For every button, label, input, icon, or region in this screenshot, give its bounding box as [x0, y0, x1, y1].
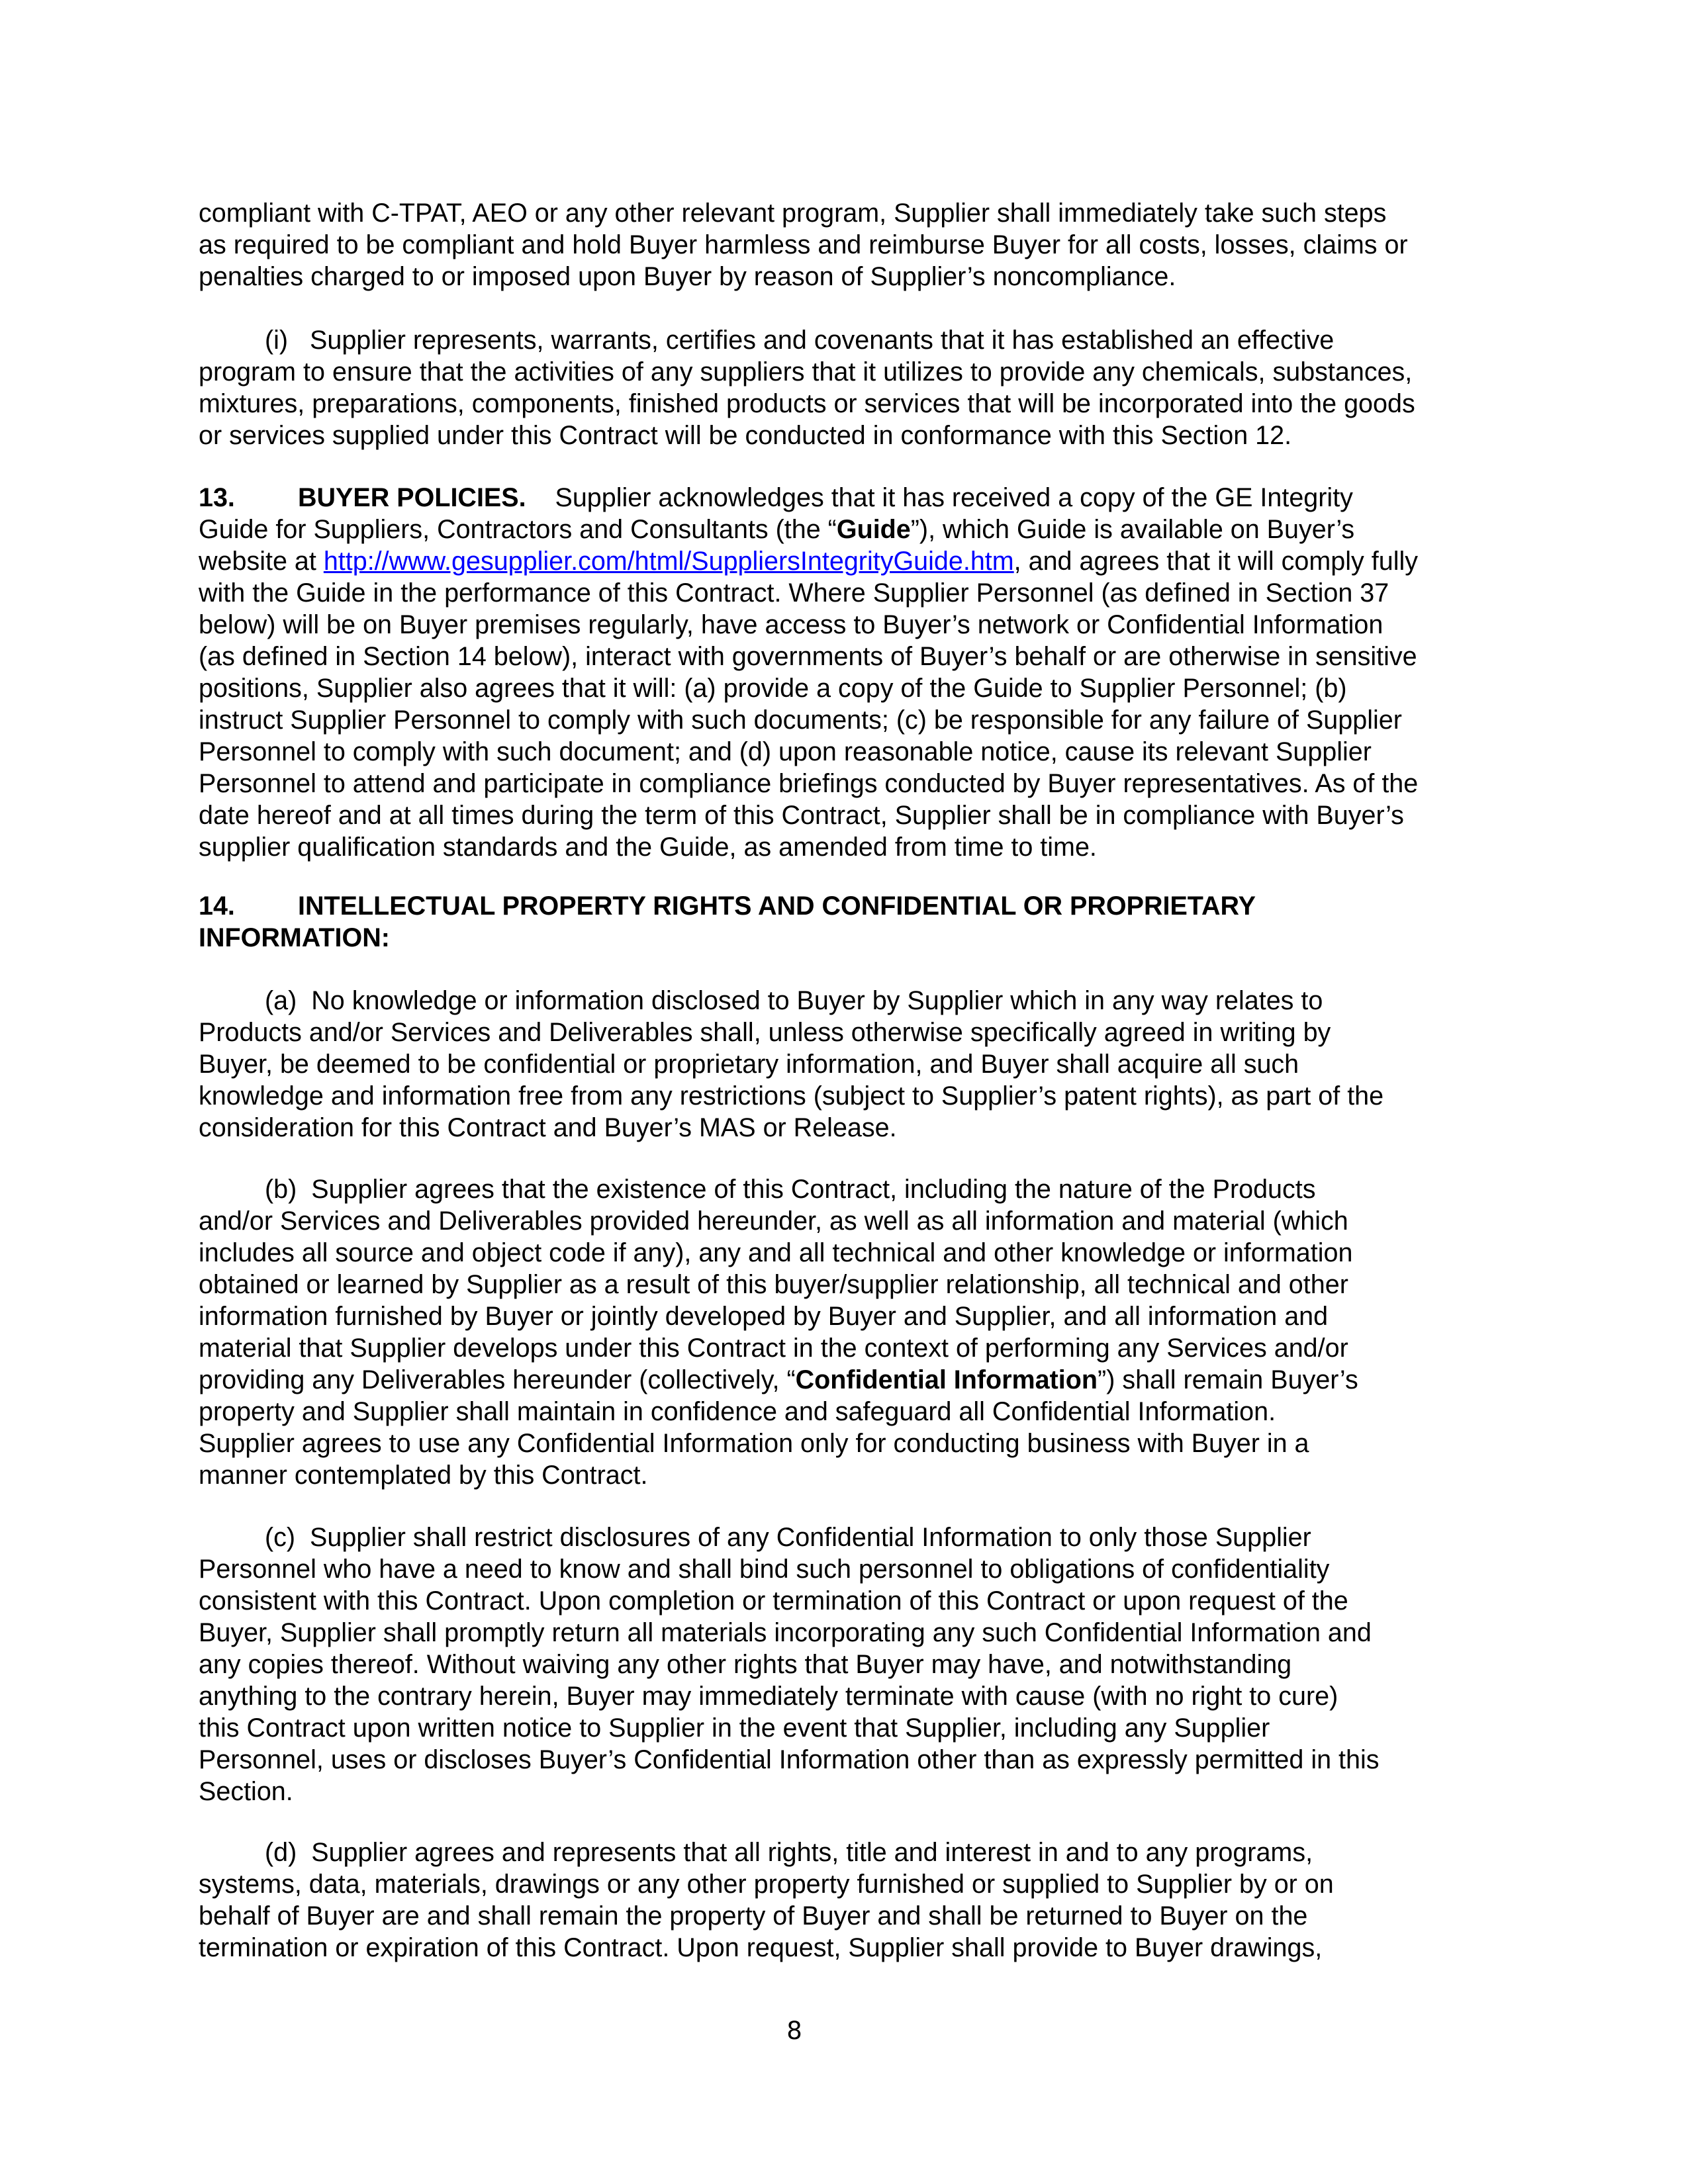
paragraph-b: [199, 1173, 1509, 1491]
text-line: date hereof and at all times during the term of this Contract, Supplier shall be in compliance with Buyer’s: [199, 801, 1404, 830]
text-segment: ”), which Guide is available on Buyer’s: [910, 515, 1355, 544]
text-segment: Guide for Suppliers, Contractors and Consultants (the “: [199, 515, 837, 544]
defined-term-guide: Guide: [836, 515, 911, 544]
text-line: termination or expiration of this Contract. Upon request, Supplier shall provide to Buyer drawings,: [199, 1933, 1323, 1962]
text-line: with the Guide in the performance of this Contract. Where Supplier Personnel (as defined in Section 37: [199, 578, 1389, 608]
text-line: material that Supplier develops under this Contract in the context of performing any Services and/or: [199, 1334, 1348, 1363]
text-line: Personnel to attend and participate in compliance briefings conducted by Buyer representatives. As of the: [199, 769, 1419, 798]
text-line: (a) No knowledge or information disclosed to Buyer by Supplier which in any way relates to: [265, 986, 1323, 1015]
section-13: [199, 482, 1509, 863]
text-line: and/or Services and Deliverables provided hereunder, as well as all information and material (which: [199, 1206, 1348, 1236]
text-line: Section.: [199, 1777, 293, 1806]
text-line: obtained or learned by Supplier as a result of this buyer/supplier relationship, all technical and other: [199, 1270, 1348, 1299]
text-line: anything to the contrary herein, Buyer may immediately terminate with cause (with no right to cure): [199, 1682, 1338, 1711]
page-number: 8: [786, 2017, 802, 2045]
text-segment: website at: [199, 547, 324, 576]
text-line: as required to be compliant and hold Buyer harmless and reimburse Buyer for all costs, losses, claims or: [199, 230, 1408, 259]
text-line: knowledge and information free from any restrictions (subject to Supplier’s patent rights), as part of the: [199, 1081, 1384, 1111]
paragraph-d: [199, 1837, 1509, 1964]
text-line: program to ensure that the activities of any suppliers that it utilizes to provide any chemicals, substances,: [199, 357, 1413, 387]
text-line: penalties charged to or imposed upon Buyer by reason of Supplier’s noncompliance.: [199, 262, 1176, 291]
text-line: supplier qualification standards and the Guide, as amended from time to time.: [199, 833, 1097, 862]
section-heading: BUYER POLICIES.: [298, 483, 526, 512]
text-line: instruct Supplier Personnel to comply with such documents; (c) be responsible for any failure of Supplier: [199, 705, 1402, 735]
text-line: compliant with C-TPAT, AEO or any other relevant program, Supplier shall immediately take such steps: [199, 199, 1387, 228]
text-line: information furnished by Buyer or jointly developed by Buyer and Supplier, and all information and: [199, 1302, 1329, 1331]
text-line: positions, Supplier also agrees that it will: (a) provide a copy of the Guide to Supplier Personnel; (b): [199, 674, 1347, 703]
text-line: any copies thereof. Without waiving any other rights that Buyer may have, and notwithstanding: [199, 1650, 1292, 1679]
paragraph-c: [199, 1522, 1509, 1807]
text-line: or services supplied under this Contract will be conducted in conformance with this Section 12.: [199, 421, 1292, 450]
defined-term-confidential-information: Confidential Information: [795, 1365, 1098, 1394]
paragraph-a: [199, 985, 1509, 1144]
text-line: Personnel who have a need to know and shall bind such personnel to obligations of confidentiality: [199, 1555, 1330, 1584]
text-line: (as defined in Section 14 below), interact with governments of Buyer’s behalf or are otherwise in sensitive: [199, 642, 1417, 671]
text-line: consideration for this Contract and Buyer’s MAS or Release.: [199, 1113, 897, 1142]
paragraph-i: [199, 324, 1509, 451]
text-line: property and Supplier shall maintain in confidence and safeguard all Confidential Information.: [199, 1397, 1276, 1426]
text-line: systems, data, materials, drawings or any other property furnished or supplied to Supplier by or on: [199, 1870, 1334, 1899]
section-14-heading: [199, 890, 1509, 954]
text-segment: providing any Deliverables hereunder (collectively, “: [199, 1365, 796, 1394]
section-heading: INTELLECTUAL PROPERTY RIGHTS AND CONFIDENTIAL OR PROPRIETARY: [298, 891, 1256, 921]
text-line: (c) Supplier shall restrict disclosures of any Confidential Information to only those Supplier: [265, 1523, 1311, 1552]
section-heading-continued: INFORMATION:: [199, 923, 390, 952]
text-line: manner contemplated by this Contract.: [199, 1461, 648, 1490]
text-line: (d) Supplier agrees and represents that all rights, title and interest in and to any programs,: [265, 1838, 1313, 1867]
text-line: Buyer, be deemed to be confidential or proprietary information, and Buyer shall acquire all such: [199, 1050, 1299, 1079]
integrity-guide-link[interactable]: http://www.gesupplier.com/html/SuppliersIntegrityGuide.htm: [323, 547, 1014, 576]
text-line: behalf of Buyer are and shall remain the property of Buyer and shall be returned to Buyer on the: [199, 1901, 1308, 1931]
text-line: Personnel, uses or discloses Buyer’s Confidential Information other than as expressly permitted in this: [199, 1745, 1380, 1774]
text-segment: , and agrees that it will comply fully: [1013, 547, 1418, 576]
text-line: includes all source and object code if any), any and all technical and other knowledge or information: [199, 1238, 1353, 1267]
section-number: 14.: [199, 891, 235, 921]
text-line: Products and/or Services and Deliverables shall, unless otherwise specifically agreed in writing by: [199, 1018, 1331, 1047]
text-segment: ”) shall remain Buyer’s: [1098, 1365, 1358, 1394]
text-line: this Contract upon written notice to Supplier in the event that Supplier, including any Supplier: [199, 1713, 1270, 1743]
text-line: consistent with this Contract. Upon completion or termination of this Contract or upon request of the: [199, 1586, 1348, 1615]
text-line: Supplier agrees to use any Confidential Information only for conducting business with Buyer in a: [199, 1429, 1309, 1458]
text-line: mixtures, preparations, components, finished products or services that will be incorporated into the goods: [199, 389, 1415, 418]
text-line: below) will be on Buyer premises regularly, have access to Buyer’s network or Confidential Information: [199, 610, 1383, 639]
text-line: Buyer, Supplier shall promptly return all materials incorporating any such Confidential Information and: [199, 1618, 1372, 1647]
text-line: (i) Supplier represents, warrants, certifies and covenants that it has established an effective: [265, 326, 1335, 355]
text-line: Supplier acknowledges that it has received a copy of the GE Integrity: [526, 483, 1353, 512]
paragraph-intro: [199, 197, 1509, 293]
section-number: 13.: [199, 483, 235, 512]
text-line: Personnel to comply with such document; and (d) upon reasonable notice, cause its relevant Supplier: [199, 737, 1372, 766]
text-line: (b) Supplier agrees that the existence of this Contract, including the nature of the Products: [265, 1175, 1316, 1204]
